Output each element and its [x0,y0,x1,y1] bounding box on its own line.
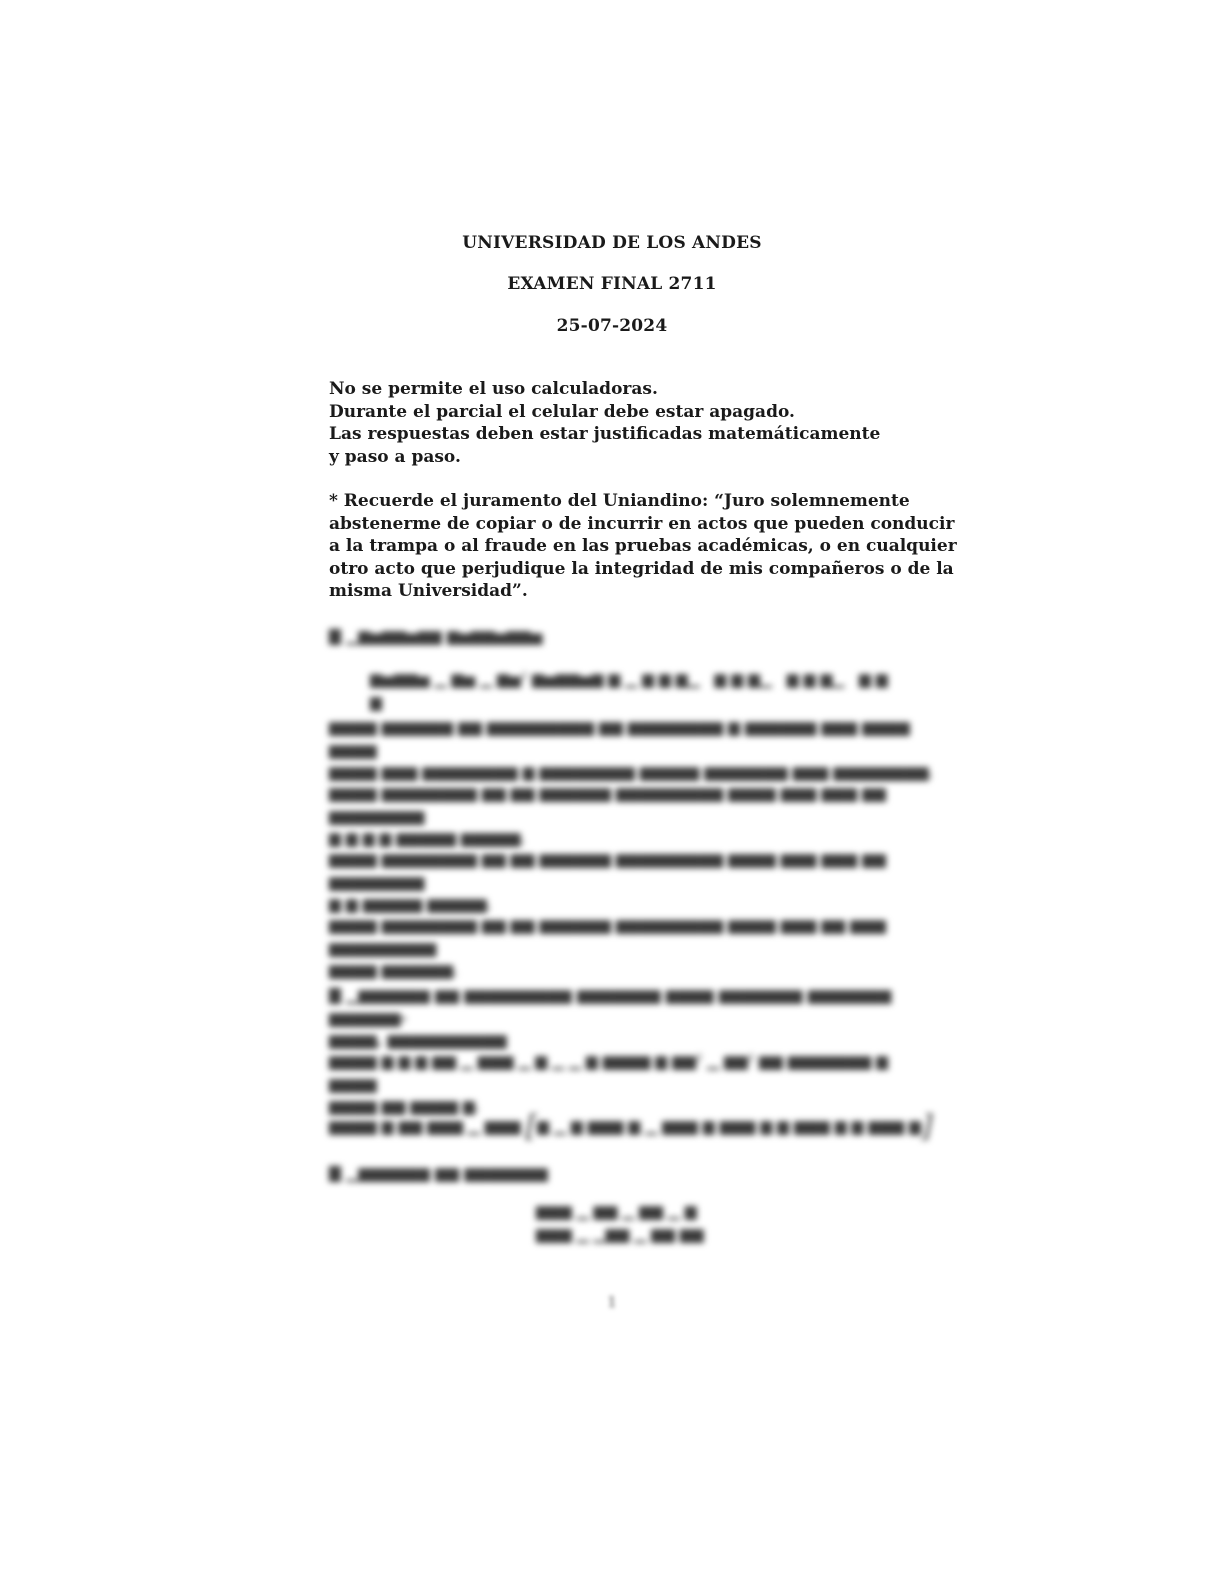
blurred-question-2a: ▆▆▆▆ ▆ ▆ ▆ ▆▆ ▁ ▆▆▆ ▁ ▆ ▁ ▁ ▆ ▆▆▆▆ ▆ ▆▆² ▁ ▆▆² ▆▆ ▆▆▆▆▆▆▆ ▆ ▆▆▆▆ ▆▆▆▆ ▆▆ ▆▆▆▆ ▆. [329,1051,889,1115]
blurred-question-2-heading: ▇ ▁▆▆▆▆▆▆ ▆▆ ▆▆▆▆▆▆▆▆▆ ▆▆▆▆▆▆▆ ▆▆▆▆ ▆▆▆▆▆▆▆ ▆▆▆▆▆▆▆ ▆▆▆▆▆▆- ▆▆▆▆, ▆▆▆▆▆▆▆▆▆▆ [329,985,892,1049]
blurred-question-1-heading: ▇ ▁▆▅▆▆▅▆▆ ▆▅▆▆▅▆▆▅ [329,626,543,645]
instruction-line: Durante el parcial el celular debe estar apagado. [329,401,795,422]
oath-line: misma Universidad”. [329,581,528,601]
page-number: 1 [607,1293,617,1311]
oath-line: a la trampa o al fraude en las pruebas académicas, o en cualquier [329,536,957,556]
oath-line: * Recuerde el juramento del Uniandino: “Juro solemnemente [329,491,910,511]
blurred-question-2b: ▆▆▆▆ ▆ ▆▆ ▆▆▆ ▁ ▆▆▆ [▆ ▁ ▆ ▆▆▆ ▆ ▁ ▆▆▆ ▆ ▆▆▆ ▆ ▆ ▆▆▆ ▆ ▆ ▆▆▆ ▆] [329,1109,933,1144]
instruction-line: Las respuestas deben estar justificadas matemáticamente [329,424,881,444]
blurred-formula-1: ▆▅▆▆▅ ▁ ▆▅ ▁ ▆▅² ▆▅▆▆▅▆ ▆ ▁ ▆ ▆ ▆▁ ▆ ▆ ▆▁ ▆ ▆ ▆▁ ▆ ▆ ▆ [370,670,888,711]
instruction-line: No se permite el uso calculadoras. [329,379,658,399]
blurred-question-3-heading: ▇ ▁▆▆▆▆▆▆ ▆▆ ▆▆▆▆▆▆▆ [329,1163,548,1182]
exam-date: 25-07-2024 [556,316,668,336]
instruction-line: y paso a paso. [329,446,461,467]
blurred-question-1d: ▆▆▆▆ ▆▆▆▆▆▆▆▆ ▆▆ ▆▆ ▆▆▆▆▆▆ ▆▆▆▆▆▆▆▆▆ ▆▆▆▆ ▆▆▆ ▆▆ ▆▆▆ ▆▆▆▆▆▆▆▆▆ ▆▆▆▆ ▆▆▆▆▆▆. [329,915,886,979]
blurred-question-1c: ▆▆▆▆ ▆▆▆▆▆▆▆▆ ▆▆ ▆▆ ▆▆▆▆▆▆ ▆▆▆▆▆▆▆▆▆ ▆▆▆▆ ▆▆▆ ▆▆▆ ▆▆ ▆▆▆▆▆▆▆▆ ▆ ▆ ▆▆▆▆▆ ▆▆▆▆▆. [329,849,886,913]
oath-block [329,490,957,603]
blurred-question-1b: ▆▆▆▆ ▆▆▆▆▆▆▆▆ ▆▆ ▆▆ ▆▆▆▆▆▆ ▆▆▆▆▆▆▆▆▆ ▆▆▆▆ ▆▆▆ ▆▆▆ ▆▆ ▆▆▆▆▆▆▆▆ ▆ ▆ ▆ ▆ ▆▆▆▆▆ ▆▆▆▆▆. [329,783,886,847]
oath-line: otro acto que perjudique la integridad de mis compañeros o de la [329,558,954,579]
blurred-question-1a: ▆▆▆▆ ▆▆▆▆▆▆ ▆▆ ▆▆▆▆▆▆▆▆▆ ▆▆ ▆▆▆▆▆▆▆▆ ▆ ▆▆▆▆▆▆ ▆▆▆ ▆▆▆▆ ▆▆▆▆ ▆▆▆▆ ▆▆▆ ▆▆▆▆▆▆▆▆ ▆ ▆▆▆▆▆▆▆▆ ▆▆▆▆▆ ▆▆▆▆▆▆▆ ▆▆▆ ▆▆▆▆▆▆▆▆. [329,717,934,781]
university-title: UNIVERSIDAD DE LOS ANDES [462,233,762,253]
exam-title: EXAMEN FINAL 2711 [507,274,717,294]
oath-line: abstenerme de copiar o de incurrir en actos que pueden conducir [329,513,955,534]
instructions-block [329,378,939,468]
blurred-system: ▆▆▆ ▁ ▆▆ ▁ ▆▆ ▁ ▆ ▆▆▆ ▁ ▁▆▆ ▁ ▆▆ ▆▆ [536,1202,704,1243]
